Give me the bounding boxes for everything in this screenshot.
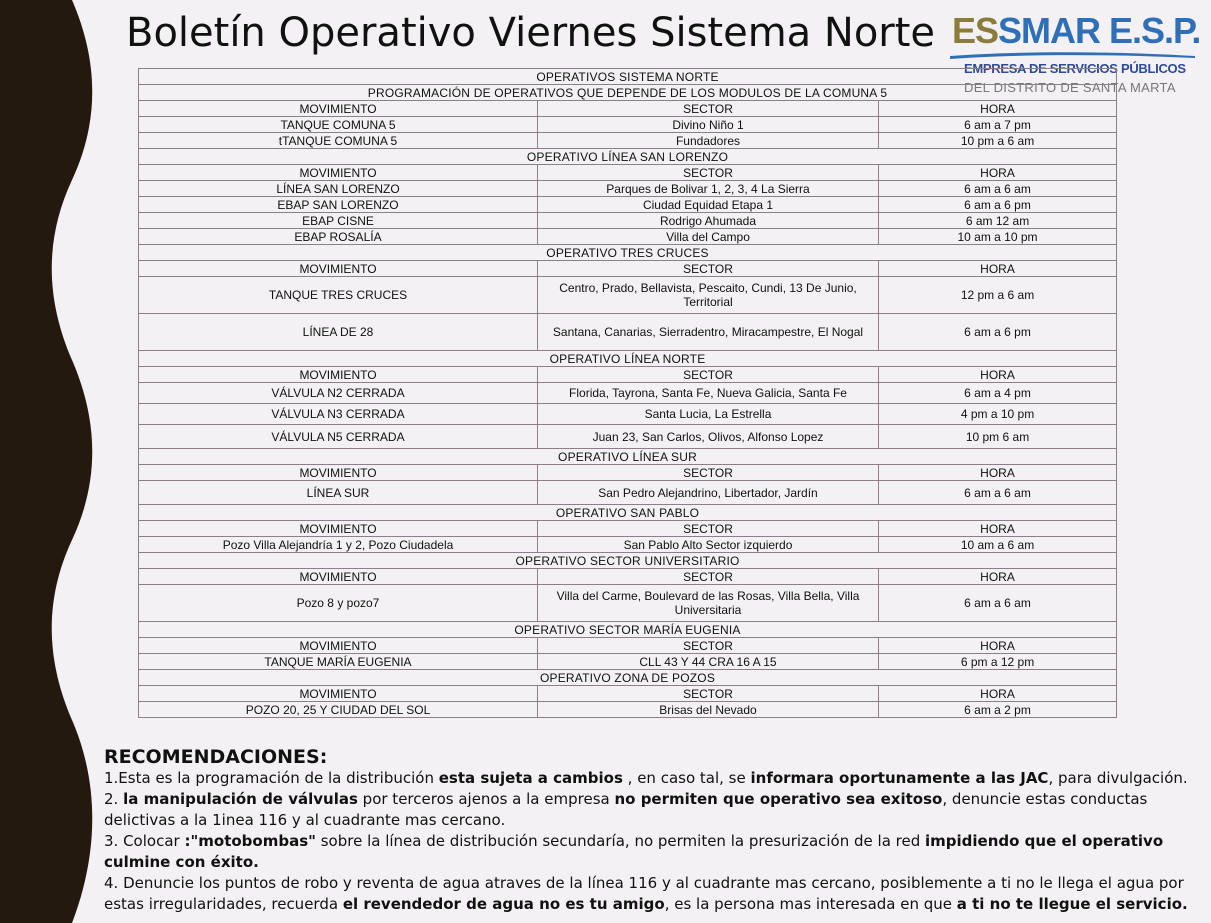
header-sector: SECTOR: [538, 261, 879, 277]
table-header-row: [139, 367, 1117, 383]
header-hora: HORA: [879, 686, 1117, 702]
header-movimiento: MOVIMIENTO: [139, 686, 538, 702]
table-row: [139, 133, 1117, 149]
recommendations-title: RECOMENDACIONES:: [104, 746, 328, 768]
table-row: [139, 404, 1117, 425]
table-row: [139, 181, 1117, 197]
cell-movimiento: VÁLVULA N5 CERRADA: [139, 425, 538, 449]
section-title: OPERATIVO LÍNEA SAN LORENZO: [139, 149, 1117, 165]
cell-hora: 6 pm a 12 pm: [879, 654, 1117, 670]
header-hora: HORA: [879, 165, 1117, 181]
table-header-row: [139, 465, 1117, 481]
operations-table: [138, 68, 1117, 718]
cell-sector: Divino Niño 1: [538, 117, 879, 133]
decorative-wave-border: [0, 0, 110, 923]
header-movimiento: MOVIMIENTO: [139, 261, 538, 277]
section-title: OPERATIVO ZONA DE POZOS: [139, 670, 1117, 686]
header-sector: SECTOR: [538, 165, 879, 181]
table-header-row: [139, 261, 1117, 277]
header-sector: SECTOR: [538, 569, 879, 585]
table-header-row: [139, 521, 1117, 537]
section-title: OPERATIVO LÍNEA SUR: [139, 449, 1117, 465]
header-hora: HORA: [879, 367, 1117, 383]
header-movimiento: MOVIMIENTO: [139, 367, 538, 383]
recommendation-1: 1.Esta es la programación de la distribución esta sujeta a cambios , en caso tal, se informara oportunamente a las JAC, para divulgación.: [104, 769, 1188, 787]
section-title: OPERATIVO LÍNEA NORTE: [139, 351, 1117, 367]
table-row: [139, 197, 1117, 213]
cell-movimiento: EBAP SAN LORENZO: [139, 197, 538, 213]
table-header-row: [139, 569, 1117, 585]
header-hora: HORA: [879, 101, 1117, 117]
section-title: OPERATIVO SAN PABLO: [139, 505, 1117, 521]
logo-subtitle-district: DEL DISTRITO DE SANTA MARTA: [964, 80, 1176, 95]
cell-sector: Brisas del Nevado: [538, 702, 879, 718]
cell-sector: CLL 43 Y 44 CRA 16 A 15: [538, 654, 879, 670]
cell-sector: San Pablo Alto Sector izquierdo: [538, 537, 879, 553]
cell-movimiento: TANQUE COMUNA 5: [139, 117, 538, 133]
page-title: Boletín Operativo Viernes Sistema Norte: [126, 10, 936, 56]
cell-hora: 6 am a 6 pm: [879, 197, 1117, 213]
table-row: [139, 654, 1117, 670]
logo-subtitle-company: EMPRESA DE SERVICIOS PÚBLICOS: [964, 61, 1186, 76]
cell-hora: 6 am a 7 pm: [879, 117, 1117, 133]
table-row: [139, 481, 1117, 505]
table-row: [139, 213, 1117, 229]
cell-movimiento: LÍNEA SUR: [139, 481, 538, 505]
cell-sector: Villa del Carme, Boulevard de las Rosas, Villa Bella, Villa Universitaria: [538, 585, 879, 622]
cell-sector: Juan 23, San Carlos, Olivos, Alfonso Lopez: [538, 425, 879, 449]
table-header-row: [139, 101, 1117, 117]
table-row: [139, 314, 1117, 351]
cell-sector: Parques de Bolivar 1, 2, 3, 4 La Sierra: [538, 181, 879, 197]
cell-hora: 6 am 12 am: [879, 213, 1117, 229]
header-sector: SECTOR: [538, 686, 879, 702]
cell-movimiento: TANQUE MARÍA EUGENIA: [139, 654, 538, 670]
header-hora: HORA: [879, 521, 1117, 537]
cell-movimiento: Pozo 8 y pozo7: [139, 585, 538, 622]
cell-hora: 10 am a 6 am: [879, 537, 1117, 553]
logo-wordmark: ESSMAR E.S.P.: [952, 10, 1201, 51]
cell-hora: 10 am a 10 pm: [879, 229, 1117, 245]
section-title: OPERATIVO SECTOR UNIVERSITARIO: [139, 553, 1117, 569]
cell-hora: 4 pm a 10 pm: [879, 404, 1117, 425]
table-subtitle: PROGRAMACIÓN DE OPERATIVOS QUE DEPENDE DE LOS MODULOS DE LA COMUNA 5: [139, 85, 1117, 101]
cell-sector: Centro, Prado, Bellavista, Pescaito, Cundi, 13 De Junio, Territorial: [538, 277, 879, 314]
header-movimiento: MOVIMIENTO: [139, 165, 538, 181]
table-header-row: [139, 638, 1117, 654]
cell-hora: 6 am a 6 pm: [879, 314, 1117, 351]
cell-hora: 12 pm a 6 am: [879, 277, 1117, 314]
cell-sector: Santana, Canarias, Sierradentro, Miracampestre, El Nogal: [538, 314, 879, 351]
header-movimiento: MOVIMIENTO: [139, 465, 538, 481]
cell-hora: 6 am a 4 pm: [879, 383, 1117, 404]
recommendation-2: 2. la manipulación de válvulas por terceros ajenos a la empresa no permiten que operativo sea exitoso, denuncie estas conductas delictivas a la 1inea 116 y al cuadrante mas cercano.: [104, 790, 1148, 829]
cell-hora: 6 am a 6 am: [879, 585, 1117, 622]
recommendations: [104, 746, 1204, 915]
cell-hora: 6 am a 6 am: [879, 181, 1117, 197]
cell-sector: Rodrigo Ahumada: [538, 213, 879, 229]
table-row: [139, 383, 1117, 404]
cell-hora: 6 am a 2 pm: [879, 702, 1117, 718]
table-row: [139, 117, 1117, 133]
cell-movimiento: EBAP ROSALÍA: [139, 229, 538, 245]
table-row: [139, 229, 1117, 245]
header-sector: SECTOR: [538, 465, 879, 481]
header-hora: HORA: [879, 261, 1117, 277]
header-movimiento: MOVIMIENTO: [139, 521, 538, 537]
header-sector: SECTOR: [538, 101, 879, 117]
header-movimiento: MOVIMIENTO: [139, 638, 538, 654]
header-sector: SECTOR: [538, 638, 879, 654]
header-hora: HORA: [879, 638, 1117, 654]
cell-hora: 10 pm a 6 am: [879, 133, 1117, 149]
recommendation-4: 4. Denuncie los puntos de robo y reventa de agua atraves de la línea 116 y al cuadrante mas cercano, posiblemente a ti no le llega el agua por estas irregularidades, recuerda el revendedor de agua no es tu amigo, es la persona mas interesada en que a ti no te llegue el servicio.: [104, 874, 1188, 913]
section-title: OPERATIVO SECTOR MARÍA EUGENIA: [139, 622, 1117, 638]
header-hora: HORA: [879, 465, 1117, 481]
logo-swoosh-icon: [950, 50, 1195, 60]
cell-movimiento: tTANQUE COMUNA 5: [139, 133, 538, 149]
header-sector: SECTOR: [538, 367, 879, 383]
table-row: [139, 537, 1117, 553]
header-sector: SECTOR: [538, 521, 879, 537]
table-row: [139, 702, 1117, 718]
header-movimiento: MOVIMIENTO: [139, 569, 538, 585]
table-title: OPERATIVOS SISTEMA NORTE: [139, 69, 1117, 85]
recommendation-3: 3. Colocar :"motobombas" sobre la línea de distribución secundaría, no permiten la presurización de la red impidiendo que el operativo culmine con éxito.: [104, 832, 1164, 871]
cell-movimiento: TANQUE TRES CRUCES: [139, 277, 538, 314]
cell-hora: 6 am a 6 am: [879, 481, 1117, 505]
cell-movimiento: POZO 20, 25 Y CIUDAD DEL SOL: [139, 702, 538, 718]
section-title: OPERATIVO TRES CRUCES: [139, 245, 1117, 261]
table-header-row: [139, 686, 1117, 702]
cell-movimiento: VÁLVULA N3 CERRADA: [139, 404, 538, 425]
cell-sector: Ciudad Equidad Etapa 1: [538, 197, 879, 213]
table-header-row: [139, 165, 1117, 181]
cell-sector: Fundadores: [538, 133, 879, 149]
cell-sector: San Pedro Alejandrino, Libertador, Jardín: [538, 481, 879, 505]
cell-sector: Florida, Tayrona, Santa Fe, Nueva Galicia, Santa Fe: [538, 383, 879, 404]
cell-movimiento: Pozo Villa Alejandría 1 y 2, Pozo Ciudadela: [139, 537, 538, 553]
cell-movimiento: EBAP CISNE: [139, 213, 538, 229]
cell-movimiento: LÍNEA DE 28: [139, 314, 538, 351]
table-row: [139, 277, 1117, 314]
header-hora: HORA: [879, 569, 1117, 585]
header-movimiento: MOVIMIENTO: [139, 101, 538, 117]
cell-movimiento: VÁLVULA N2 CERRADA: [139, 383, 538, 404]
cell-sector: Santa Lucia, La Estrella: [538, 404, 879, 425]
cell-hora: 10 pm 6 am: [879, 425, 1117, 449]
cell-movimiento: LÍNEA SAN LORENZO: [139, 181, 538, 197]
cell-sector: Villa del Campo: [538, 229, 879, 245]
table-row: [139, 425, 1117, 449]
table-row: [139, 585, 1117, 622]
